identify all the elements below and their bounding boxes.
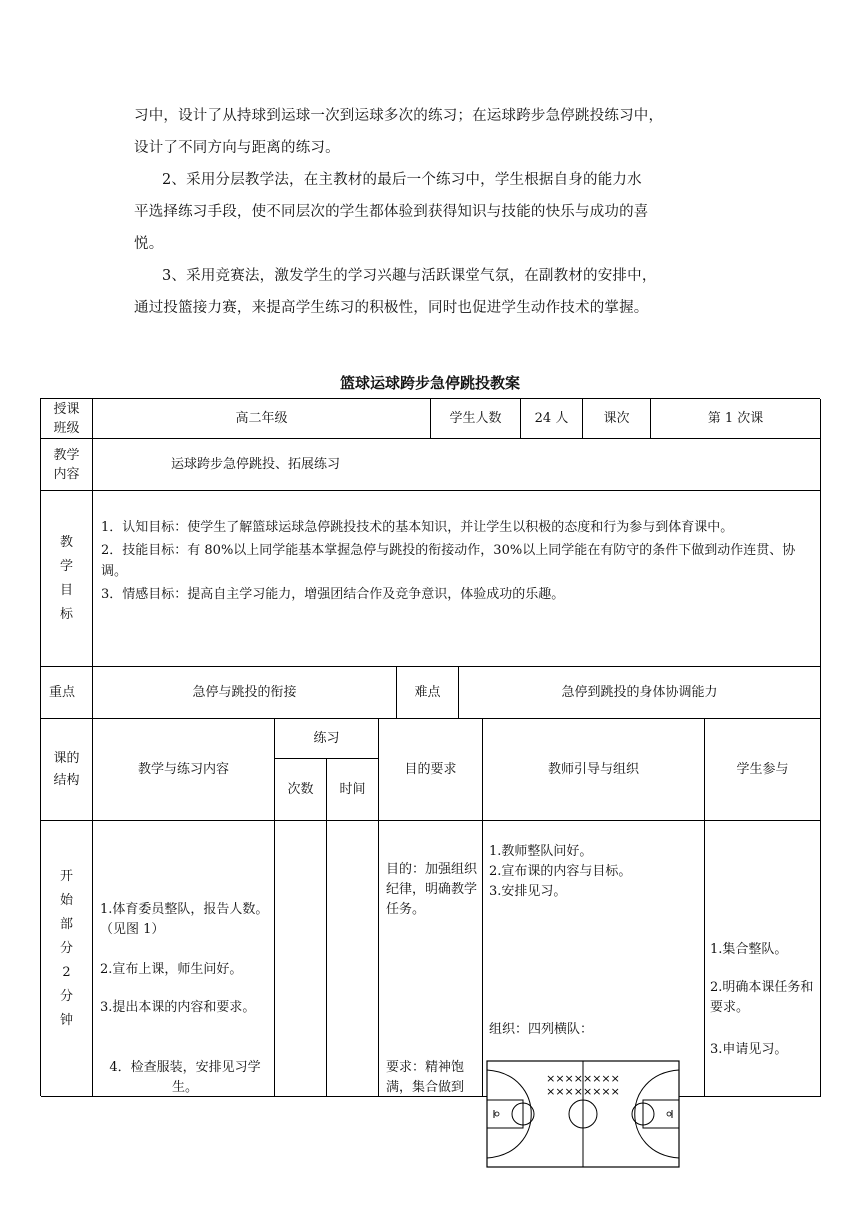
organization-label: 组织：四列横队：	[489, 1022, 594, 1037]
class-label: 授课班级	[53, 401, 80, 436]
lesson-title: 篮球运球跨步急停跳投教案	[339, 374, 520, 392]
start-time-cell	[327, 821, 379, 1097]
start-content-cell	[93, 821, 275, 1097]
students-label: 学生人数	[431, 399, 521, 439]
content-value: 运球跨步急停跳投、拓展练习	[93, 439, 821, 491]
key-label: 重点	[41, 667, 93, 719]
intro-paragraph-1	[134, 100, 734, 164]
text-line: 3、采用竞赛法，激发学生的学习兴趣与活跃课堂气氛，在副教材的安排中，	[162, 268, 657, 284]
student-step-2: 2.明确本课任务和要求。	[710, 980, 814, 1015]
basketball-court-diagram	[486, 1060, 680, 1168]
text-line: 习中，设计了从持球到运球一次到运球多次的练习；在运球跨步急停跳投练习中，	[134, 108, 664, 124]
key-value: 急停与跳投的衔接	[93, 667, 397, 719]
start-label-cell	[41, 821, 93, 1097]
teacher-step-1: 1.教师整队问好。	[489, 844, 593, 859]
goals-label-cell	[41, 491, 93, 667]
goal-skill: 2．技能目标：有 80%以上同学能基本掌握急停与跳投的衔接动作，30%以上同学能在有防守的条件下做到动作连贯、协调。	[101, 543, 796, 579]
practice-header: 练习	[275, 719, 379, 759]
formation-row-1: ××××××××	[546, 1072, 620, 1085]
goals-cell	[93, 491, 821, 667]
start-requirement: 要求：精神饱满，集合做到	[386, 1060, 465, 1095]
start-content-item-2: 2.宣布上课，师生问好。	[100, 962, 243, 977]
text-line: 悦。	[134, 236, 164, 252]
content-label: 教学内容	[53, 447, 80, 482]
class-value: 高二年级	[93, 399, 431, 439]
start-content-item-3: 3.提出本课的内容和要求。	[100, 1000, 256, 1015]
goal-emotion: 3．情感目标：提高自主学习能力，增强团结合作及竞争意识，体验成功的乐趣。	[101, 587, 565, 602]
content-header: 教学与练习内容	[93, 719, 275, 821]
teacher-header: 教师引导与组织	[483, 719, 705, 821]
formation-row-2: ××××××××	[546, 1085, 620, 1098]
teacher-step-2: 2.宣布课的内容与目标。	[489, 864, 632, 879]
teacher-steps	[489, 842, 699, 902]
session-value: 第 1 次课	[651, 399, 821, 439]
intro-paragraph-2	[134, 164, 734, 260]
text-line: 通过投篮接力赛，来提高学生练习的积极性，同时也促进学生动作技术的掌握。	[134, 300, 649, 316]
student-header: 学生参与	[705, 719, 821, 821]
text-line: 设计了不同方向与距离的练习。	[134, 140, 340, 156]
structure-header: 课的结构	[53, 750, 80, 788]
goals-label: 教学目标	[59, 534, 73, 622]
difficulty-value: 急停到跳投的身体协调能力	[459, 667, 821, 719]
count-header: 次数	[275, 759, 327, 821]
purpose-header: 目的要求	[379, 719, 483, 821]
start-content-item-4: 4．检查服装，安排见习学生。	[109, 1060, 261, 1095]
session-label: 课次	[583, 399, 651, 439]
class-label-cell	[41, 399, 93, 439]
time-header: 时间	[327, 759, 379, 821]
lesson-plan-table	[40, 398, 820, 1096]
student-step-3: 3.申请见习。	[710, 1042, 788, 1057]
structure-header-cell	[41, 719, 93, 821]
text-line: 平选择练习手段，使不同层次的学生都体验到获得知识与技能的快乐与成功的喜	[134, 204, 649, 220]
text-line: 2、采用分层教学法，在主教材的最后一个练习中，学生根据自身的能力水	[162, 172, 642, 188]
student-step-1: 1.集合整队。	[710, 942, 788, 957]
teacher-step-3: 3.安排见习。	[489, 884, 567, 899]
start-count-cell	[275, 821, 327, 1097]
start-label: 开始部分2分钟	[59, 869, 73, 1028]
start-purpose: 目的：加强组织纪律，明确教学任务。	[386, 862, 478, 917]
goal-cognitive: 1．认知目标：使学生了解篮球运球急停跳投技术的基本知识，并让学生以积极的态度和行为参与到体育课中。	[101, 520, 734, 535]
students-value: 24 人	[521, 399, 583, 439]
difficulty-label: 难点	[397, 667, 459, 719]
content-label-cell	[41, 439, 93, 491]
start-content-item-1: 1.体育委员整队，报告人数。（见图 1）	[100, 902, 269, 937]
intro-paragraph-3	[134, 260, 734, 324]
